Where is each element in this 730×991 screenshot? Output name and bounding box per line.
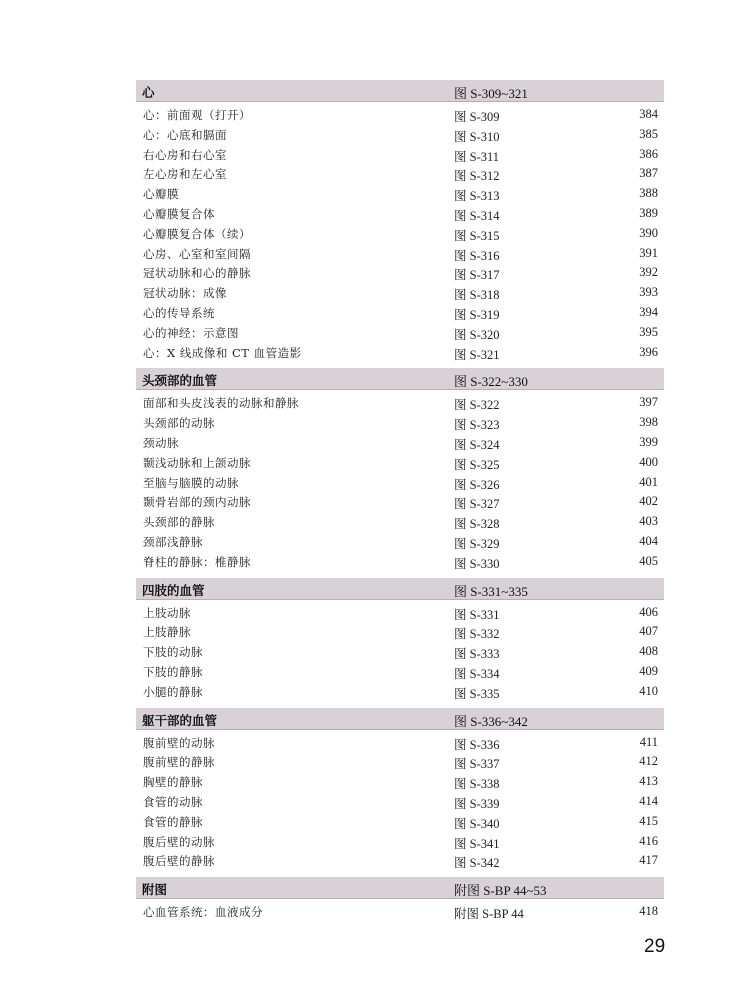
entry-figure-number: 图 S-334 <box>454 666 500 681</box>
toc-entry <box>136 453 664 473</box>
page-number: 29 <box>644 936 666 957</box>
entry-figure-number: 图 S-339 <box>454 796 500 811</box>
section-header <box>136 877 664 899</box>
section-header <box>136 368 664 390</box>
entry-page-number: 401 <box>639 474 658 489</box>
section-title: 躯干部的血管 <box>142 712 218 728</box>
entry-figure-number: 图 S-323 <box>454 418 500 433</box>
entry-figure-number: 图 S-312 <box>454 169 500 184</box>
entry-title: 头颈部的静脉 <box>143 515 215 530</box>
entry-title: 冠状动脉和心的静脉 <box>143 266 251 281</box>
entry-page-number: 387 <box>639 166 658 181</box>
entry-page-number: 393 <box>639 285 658 300</box>
entry-title: 心房、心室和室间隔 <box>143 246 251 261</box>
entry-page-number: 412 <box>639 754 658 769</box>
section-figure-range: 图 S-322~330 <box>454 374 528 390</box>
toc-entry <box>136 622 664 642</box>
entry-title: 小腿的静脉 <box>143 684 203 699</box>
entry-figure-number: 图 S-320 <box>454 327 500 342</box>
entry-title: 心：X 线成像和 CT 血管造影 <box>143 345 302 360</box>
entry-title: 颞骨岩部的颈内动脉 <box>143 495 251 510</box>
toc-entry <box>136 642 664 662</box>
entry-page-number: 403 <box>639 514 658 529</box>
entry-page-number: 388 <box>639 186 658 201</box>
toc-entry <box>136 832 664 852</box>
entry-page-number: 386 <box>639 146 658 161</box>
table-of-contents <box>136 80 664 928</box>
toc-entry <box>136 902 664 922</box>
entry-figure-number: 图 S-338 <box>454 777 500 792</box>
section-rows <box>136 899 664 922</box>
entry-figure-number: 图 S-331 <box>454 607 500 622</box>
entry-page-number: 408 <box>639 644 658 659</box>
entry-page-number: 406 <box>639 604 658 619</box>
entry-figure-number: 图 S-327 <box>454 497 500 512</box>
entry-title: 心的传导系统 <box>143 305 215 320</box>
entry-title: 心瓣膜复合体 <box>143 206 215 221</box>
entry-title: 头颈部的动脉 <box>143 416 215 431</box>
toc-entry <box>136 184 664 204</box>
entry-page-number: 385 <box>639 126 658 141</box>
toc-entry <box>136 792 664 812</box>
section-figure-range: 附图 S-BP 44~53 <box>454 883 547 899</box>
toc-entry <box>136 343 664 363</box>
entry-figure-number: 图 S-332 <box>454 627 500 642</box>
entry-title: 颞浅动脉和上颌动脉 <box>143 455 251 470</box>
section-header <box>136 80 664 102</box>
entry-page-number: 399 <box>639 434 658 449</box>
toc-entry <box>136 303 664 323</box>
entry-figure-number: 图 S-313 <box>454 189 500 204</box>
entry-figure-number: 图 S-325 <box>454 457 500 472</box>
entry-title: 上肢动脉 <box>143 605 191 620</box>
entry-title: 食管的动脉 <box>143 794 203 809</box>
entry-figure-number: 图 S-341 <box>454 836 500 851</box>
entry-title: 面部和头皮浅表的动脉和静脉 <box>143 396 299 411</box>
entry-title: 颈部浅静脉 <box>143 534 203 549</box>
toc-entry <box>136 433 664 453</box>
entry-page-number: 409 <box>639 663 658 678</box>
entry-title: 腹前壁的静脉 <box>143 755 215 770</box>
toc-entry <box>136 552 664 572</box>
entry-page-number: 418 <box>639 904 658 919</box>
entry-title: 下肢的静脉 <box>143 664 203 679</box>
toc-entry <box>136 244 664 264</box>
toc-entry <box>136 512 664 532</box>
entry-figure-number: 图 S-324 <box>454 437 500 452</box>
entry-figure-number: 图 S-311 <box>454 149 500 164</box>
section-rows <box>136 600 664 702</box>
toc-section <box>136 708 664 872</box>
toc-entry <box>136 492 664 512</box>
section-figure-range: 图 S-336~342 <box>454 713 528 729</box>
entry-figure-number: 图 S-309 <box>454 110 500 124</box>
entry-page-number: 391 <box>639 245 658 260</box>
section-rows <box>136 390 664 571</box>
toc-entry <box>136 145 664 165</box>
toc-entry <box>136 125 664 145</box>
entry-page-number: 396 <box>639 344 658 359</box>
entry-page-number: 411 <box>639 734 658 749</box>
entry-page-number: 414 <box>639 793 658 808</box>
entry-page-number: 400 <box>639 454 658 469</box>
entry-title: 脊柱的静脉：椎静脉 <box>143 554 251 569</box>
entry-title: 右心房和右心室 <box>143 147 227 162</box>
entry-page-number: 390 <box>639 225 658 240</box>
entry-page-number: 405 <box>639 553 658 568</box>
entry-figure-number: 图 S-335 <box>454 686 500 701</box>
entry-page-number: 404 <box>639 533 658 548</box>
entry-page-number: 415 <box>639 813 658 828</box>
section-title: 心 <box>142 85 155 100</box>
entry-page-number: 413 <box>639 774 658 789</box>
entry-figure-number: 图 S-322 <box>454 398 500 413</box>
entry-title: 心：前面观（打开） <box>143 108 251 122</box>
toc-entry <box>136 812 664 832</box>
toc-entry <box>136 224 664 244</box>
entry-title: 腹前壁的动脉 <box>143 735 215 750</box>
entry-title: 至脑与脑膜的动脉 <box>143 475 239 490</box>
entry-figure-number: 图 S-321 <box>454 347 500 362</box>
entry-figure-number: 图 S-330 <box>454 556 500 571</box>
toc-entry <box>136 105 664 125</box>
entry-title: 食管的静脉 <box>143 814 203 829</box>
toc-section <box>136 578 664 702</box>
entry-figure-number: 附图 S-BP 44 <box>454 907 524 922</box>
entry-page-number: 384 <box>639 107 658 121</box>
entry-title: 颈动脉 <box>143 435 179 450</box>
entry-figure-number: 图 S-326 <box>454 477 500 492</box>
entry-title: 胸壁的静脉 <box>143 775 203 790</box>
entry-figure-number: 图 S-336 <box>454 737 500 752</box>
entry-title: 心的神经：示意图 <box>143 325 239 340</box>
toc-entry <box>136 851 664 871</box>
entry-title: 腹后壁的静脉 <box>143 854 215 869</box>
entry-figure-number: 图 S-310 <box>454 129 500 144</box>
toc-section <box>136 368 664 571</box>
section-rows <box>136 730 664 872</box>
section-title: 头颈部的血管 <box>142 373 218 389</box>
section-rows <box>136 102 664 362</box>
toc-entry <box>136 413 664 433</box>
entry-figure-number: 图 S-342 <box>454 856 500 871</box>
entry-title: 心瓣膜 <box>143 187 179 202</box>
entry-page-number: 389 <box>639 205 658 220</box>
entry-figure-number: 图 S-340 <box>454 816 500 831</box>
entry-title: 上肢静脉 <box>143 625 191 640</box>
section-header <box>136 578 664 600</box>
entry-title: 腹后壁的动脉 <box>143 834 215 849</box>
entry-page-number: 394 <box>639 304 658 319</box>
entry-page-number: 398 <box>639 415 658 430</box>
toc-entry <box>136 733 664 753</box>
entry-page-number: 397 <box>639 395 658 410</box>
toc-entry <box>136 393 664 413</box>
toc-entry <box>136 772 664 792</box>
entry-figure-number: 图 S-328 <box>454 517 500 532</box>
entry-title: 左心房和左心室 <box>143 167 227 182</box>
entry-figure-number: 图 S-317 <box>454 268 500 283</box>
toc-entry <box>136 662 664 682</box>
toc-entry <box>136 263 664 283</box>
entry-figure-number: 图 S-315 <box>454 228 500 243</box>
entry-figure-number: 图 S-337 <box>454 757 500 772</box>
toc-entry <box>136 204 664 224</box>
toc-section <box>136 877 664 922</box>
entry-title: 心血管系统：血液成分 <box>143 905 263 920</box>
section-title: 附图 <box>142 882 168 898</box>
section-title: 四肢的血管 <box>142 582 205 598</box>
section-figure-range: 图 S-309~321 <box>454 86 528 101</box>
toc-entry <box>136 283 664 303</box>
entry-figure-number: 图 S-314 <box>454 208 500 223</box>
section-figure-range: 图 S-331~335 <box>454 583 528 599</box>
entry-title: 心：心底和膈面 <box>143 127 227 142</box>
entry-figure-number: 图 S-318 <box>454 288 500 303</box>
entry-figure-number: 图 S-329 <box>454 536 500 551</box>
toc-entry <box>136 682 664 702</box>
entry-figure-number: 图 S-316 <box>454 248 500 263</box>
entry-title: 下肢的动脉 <box>143 645 203 660</box>
entry-figure-number: 图 S-319 <box>454 307 500 322</box>
entry-title: 冠状动脉：成像 <box>143 286 227 301</box>
toc-entry <box>136 532 664 552</box>
toc-entry <box>136 473 664 493</box>
section-header <box>136 708 664 730</box>
entry-page-number: 407 <box>639 624 658 639</box>
entry-title: 心瓣膜复合体（续） <box>143 226 251 241</box>
toc-section <box>136 80 664 362</box>
toc-entry <box>136 603 664 623</box>
entry-page-number: 392 <box>639 265 658 280</box>
toc-entry <box>136 752 664 772</box>
toc-entry <box>136 164 664 184</box>
entry-page-number: 410 <box>639 683 658 698</box>
entry-page-number: 416 <box>639 833 658 848</box>
entry-page-number: 402 <box>639 494 658 509</box>
toc-entry <box>136 323 664 343</box>
entry-page-number: 417 <box>639 853 658 868</box>
entry-figure-number: 图 S-333 <box>454 647 500 662</box>
entry-page-number: 395 <box>639 324 658 339</box>
